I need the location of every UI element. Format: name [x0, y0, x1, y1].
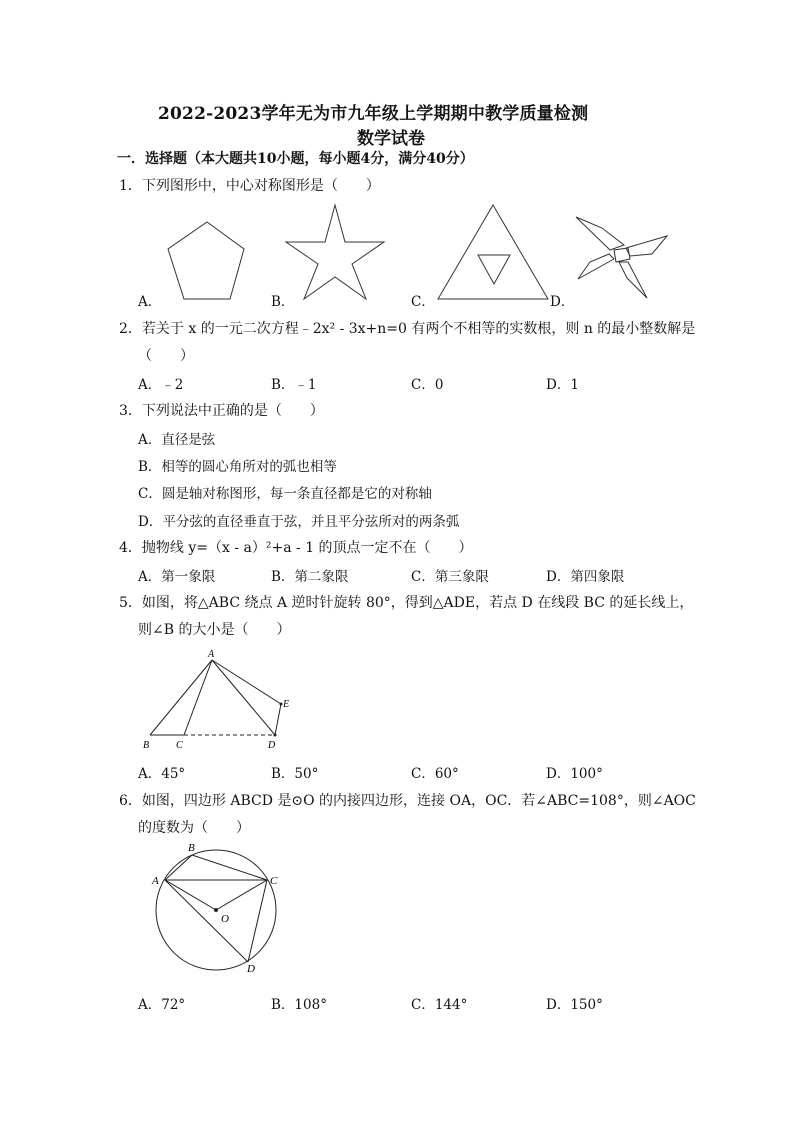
q3-option-c: C．圆是轴对称图形，每一条直径都是它的对称轴	[138, 486, 432, 502]
question-2-stem-line1: 2．若关于 x 的一元二次方程﹣2x² - 3x+n=0 有两个不相等的实数根，则 n 的最小整数解是	[119, 321, 696, 337]
q6-option-a: A．72°	[138, 997, 186, 1013]
question-6-stem-line2: 的度数为（ ）	[138, 820, 250, 836]
q6-label-d: D	[247, 963, 255, 975]
triangle-inner-shape	[478, 255, 510, 284]
triangle-outer-shape	[438, 205, 548, 299]
q3-option-d: D．平分弦的直径垂直于弦，并且平分弦所对的两条弧	[138, 514, 460, 530]
q5-option-d: D．100°	[546, 766, 603, 782]
q4-option-d: D．第四象限	[546, 569, 625, 585]
q3-option-a: A．直径是弦	[138, 432, 216, 448]
question-1-stem: 1．下列图形中，中心对称图形是（ ）	[119, 178, 380, 194]
q2-option-c: C．0	[411, 377, 444, 393]
q4-option-c: C．第三象限	[411, 569, 489, 585]
pentagon-shape	[168, 222, 244, 299]
q5-label-a: A	[208, 649, 215, 660]
q1-option-c: C．	[411, 294, 435, 310]
section-heading: 一．选择题（本大题共10小题，每小题4分，满分40分）	[117, 151, 474, 167]
q5-option-c: C．60°	[411, 766, 459, 782]
question-3-stem: 3．下列说法中正确的是（ ）	[119, 403, 324, 419]
q6-option-c: C．144°	[411, 997, 468, 1013]
question-2-stem-line2: （ ）	[138, 348, 194, 364]
page-subtitle: 数学试卷	[357, 129, 425, 149]
q1-figures	[0, 195, 794, 315]
star-shape	[286, 205, 384, 299]
q6-label-c: C	[270, 875, 278, 887]
q5-option-a: A．45°	[138, 766, 186, 782]
q4-option-a: A．第一象限	[138, 569, 216, 585]
q2-option-d: D．1	[546, 377, 579, 393]
q6-circle-figure	[0, 835, 794, 980]
question-5-stem-line1: 5．如图，将△ABC 绕点 A 逆时针旋转 80°，得到△ADE，若点 D 在线段 BC 的延长线上，	[119, 595, 694, 611]
q2-option-b: B．﹣1	[271, 377, 317, 393]
q5-option-b: B．50°	[271, 766, 319, 782]
q6-option-b: B．108°	[271, 997, 327, 1013]
q1-option-a: A．	[138, 294, 162, 310]
question-5-stem-line2: 则∠B 的大小是（ ）	[138, 622, 291, 638]
q5-label-c: C	[176, 740, 183, 751]
q5-triangle-figure	[0, 642, 794, 757]
q1-option-b: B．	[271, 294, 295, 310]
q6-label-a: A	[152, 875, 159, 887]
q6-option-d: D．150°	[546, 997, 603, 1013]
pinwheel-shape	[576, 217, 667, 298]
q4-option-b: B．第二象限	[271, 569, 349, 585]
q5-label-b: B	[143, 740, 150, 751]
question-6-stem-line1: 6．如图，四边形 ABCD 是⊙O 的内接四边形，连接 OA，OC．若∠ABC=108°，则∠AOC	[119, 793, 696, 809]
q5-label-d: D	[268, 740, 276, 751]
page-title: 2022-2023学年无为市九年级上学期期中教学质量检测	[158, 104, 589, 124]
q3-option-b: B．相等的圆心角所对的弧也相等	[138, 459, 337, 475]
question-4-stem: 4．抛物线 y=（x - a）²+a - 1 的顶点一定不在（ ）	[119, 540, 473, 556]
q2-option-a: A．﹣2	[138, 377, 184, 393]
q1-option-d: D．	[550, 294, 575, 310]
q5-label-e: E	[283, 699, 290, 710]
q6-label-b: B	[188, 842, 195, 854]
q6-label-o: O	[221, 913, 229, 925]
